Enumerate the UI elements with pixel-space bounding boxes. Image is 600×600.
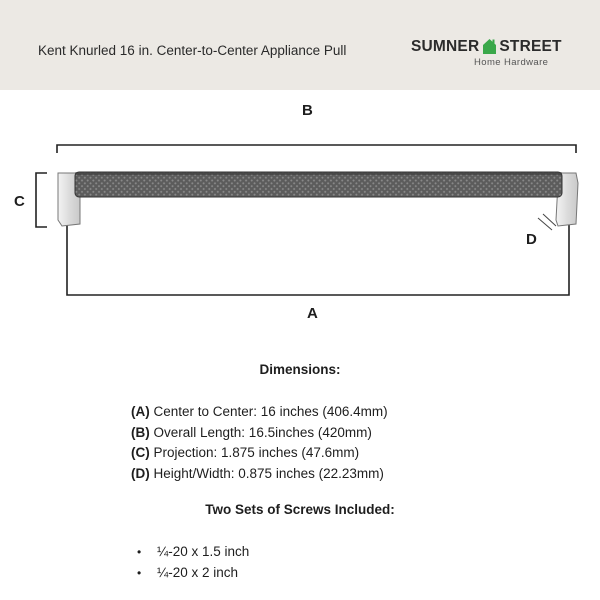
dimension-row: (C) Projection: 1.875 inches (47.6mm) — [131, 445, 360, 460]
dimension-row: (A) Center to Center: 16 inches (406.4mm) — [131, 404, 388, 419]
label-c: C — [14, 193, 25, 210]
screws-heading: Two Sets of Screws Included: — [205, 502, 395, 517]
list-item: • ¼-20 x 1.5 inch — [137, 542, 249, 563]
dimension-a-line — [67, 224, 569, 295]
product-title: Kent Knurled 16 in. Center-to-Center Appliance Pull — [38, 43, 347, 58]
dimension-row: (B) Overall Length: 16.5inches (420mm) — [131, 424, 372, 440]
dimensions-list — [131, 402, 388, 484]
brand-name — [411, 38, 562, 56]
dimension-row: (D) Height/Width: 0.875 inches (22.23mm) — [131, 465, 384, 481]
brand-name-part1: SUMNER — [411, 38, 480, 55]
header-banner — [0, 0, 600, 90]
pull-diagram — [0, 90, 600, 340]
label-a: A — [307, 305, 318, 322]
brand-subtitle: Home Hardware — [474, 57, 549, 68]
label-d: D — [526, 231, 537, 248]
pull-drawing — [0, 90, 600, 340]
house-icon — [482, 38, 497, 54]
dimensions-heading: Dimensions: — [259, 362, 341, 377]
dimension-b-line — [57, 145, 576, 153]
knurled-bar — [75, 172, 562, 197]
dimension-c-line — [36, 173, 47, 227]
list-item: • ¼-20 x 2 inch — [137, 563, 249, 584]
brand-name-part2: STREET — [499, 38, 562, 55]
label-b: B — [302, 102, 313, 119]
screws-list — [137, 542, 249, 583]
brand-logo — [411, 38, 576, 72]
